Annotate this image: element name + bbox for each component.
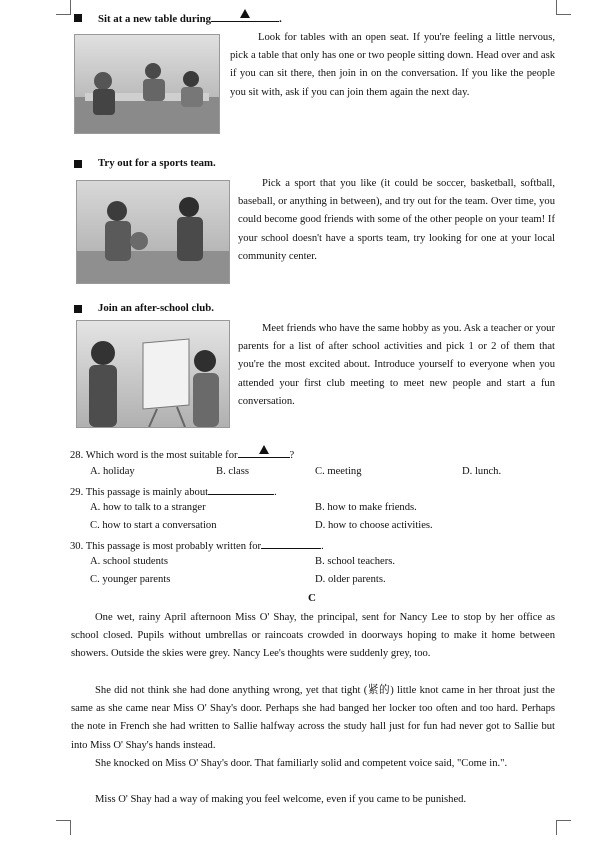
basketball-illustration <box>77 181 229 283</box>
section-heading: Try out for a sports team. <box>98 157 216 169</box>
option: C. how to start a conversation <box>90 520 217 531</box>
section-heading: Join an after-school club. <box>98 302 214 314</box>
passage-paragraph: Miss O' Shay had a way of making you feel welcome, even if you came to be punished. <box>95 794 467 805</box>
passage-paragraph: She did not think she had done anything wrong, yet that tight (紧的) little knot came in her throat just the same as she came near Miss O' Shay's door. Perhaps she had banged her locker too often and too hard. Perhaps the note in French she had written to Sallie halfway across the study hall just for fun had never got to Sallie but into Miss O' Shay's hands instead. <box>71 685 555 751</box>
passage-paragraph: One wet, rainy April afternoon Miss O' Shay, the principal, sent for Nancy Lee to stop by her office as school closed. Pupils without umbrellas or raincoats crowded in doorways hoping to make it home between showers. Outside the skies were grey. Nancy Lee's thoughts were suddenly grey, too. <box>71 612 555 660</box>
passage-paragraph: She knocked on Miss O' Shay's door. That familiarly solid and competent voice said, "Come in.". <box>95 758 508 769</box>
art-club-photo <box>76 320 230 428</box>
bullet-square-icon <box>74 160 82 168</box>
answer-blank <box>211 11 279 22</box>
question-text: 29. This passage is mainly about <box>70 487 209 498</box>
cafeteria-photo <box>74 34 220 134</box>
option: A. school students <box>90 556 168 567</box>
option: B. class <box>216 466 249 477</box>
option: C. meeting <box>315 466 362 477</box>
question-29 <box>70 484 277 498</box>
crop-mark-top-right <box>556 0 571 15</box>
option: D. lunch. <box>462 466 502 477</box>
part-c-label: C <box>308 592 316 604</box>
question-suffix: ? <box>289 450 295 461</box>
answer-blank <box>208 484 274 495</box>
heading-suffix: . <box>279 13 282 25</box>
option: A. holiday <box>90 466 135 477</box>
basketball-photo <box>76 180 230 284</box>
triangle-marker-icon <box>259 445 269 454</box>
bullet-square-icon <box>74 305 82 313</box>
section-heading <box>98 11 282 25</box>
option: B. how to make friends. <box>315 502 417 513</box>
question-suffix: . <box>274 487 277 498</box>
art-club-illustration <box>77 321 229 427</box>
question-28 <box>70 447 294 461</box>
section-text: Look for tables with an open seat. If you're feeling a little nervous, pick a table that only has one or two people sitting down. Head over and ask if you can sit there, then join in on the conversation. If you like the people you sit with, ask if you can join them again the next day. <box>230 32 555 98</box>
question-text: 28. Which word is the most suitable for <box>70 450 238 461</box>
section-text: Meet friends who have the same hobby as you. Ask a teacher or your parents for a list of after school activities and pick 1 or 2 of them that you're the most excited about. Introduce yourself to everyone when you attended your first club meeting to meet new people and start a fun conversation. <box>238 323 555 407</box>
question-text: 30. This passage is most probably written for <box>70 541 262 552</box>
option: B. school teachers. <box>315 556 396 567</box>
answer-blank <box>261 538 321 549</box>
crop-mark-bottom-left <box>56 820 71 835</box>
answer-blank <box>238 447 290 458</box>
cafeteria-illustration <box>75 35 219 133</box>
option: A. how to talk to a stranger <box>90 502 206 513</box>
question-suffix: . <box>321 541 324 552</box>
question-30 <box>70 538 324 552</box>
option: C. younger parents <box>90 574 171 585</box>
option: D. older parents. <box>315 574 386 585</box>
crop-mark-top-left <box>56 0 71 15</box>
section-heading-text: Sit at a new table during <box>98 13 212 25</box>
option: D. how to choose activities. <box>315 520 433 531</box>
bullet-square-icon <box>74 14 82 22</box>
triangle-marker-icon <box>240 9 250 18</box>
crop-mark-bottom-right <box>556 820 571 835</box>
section-text: Pick a sport that you like (it could be soccer, basketball, softball, baseball, or anything in between), and try out for the team. Over time, you could become good friends with some of the other people on your team! If your school doesn't have a sports team, try looking for one at your local community center. <box>238 178 555 262</box>
